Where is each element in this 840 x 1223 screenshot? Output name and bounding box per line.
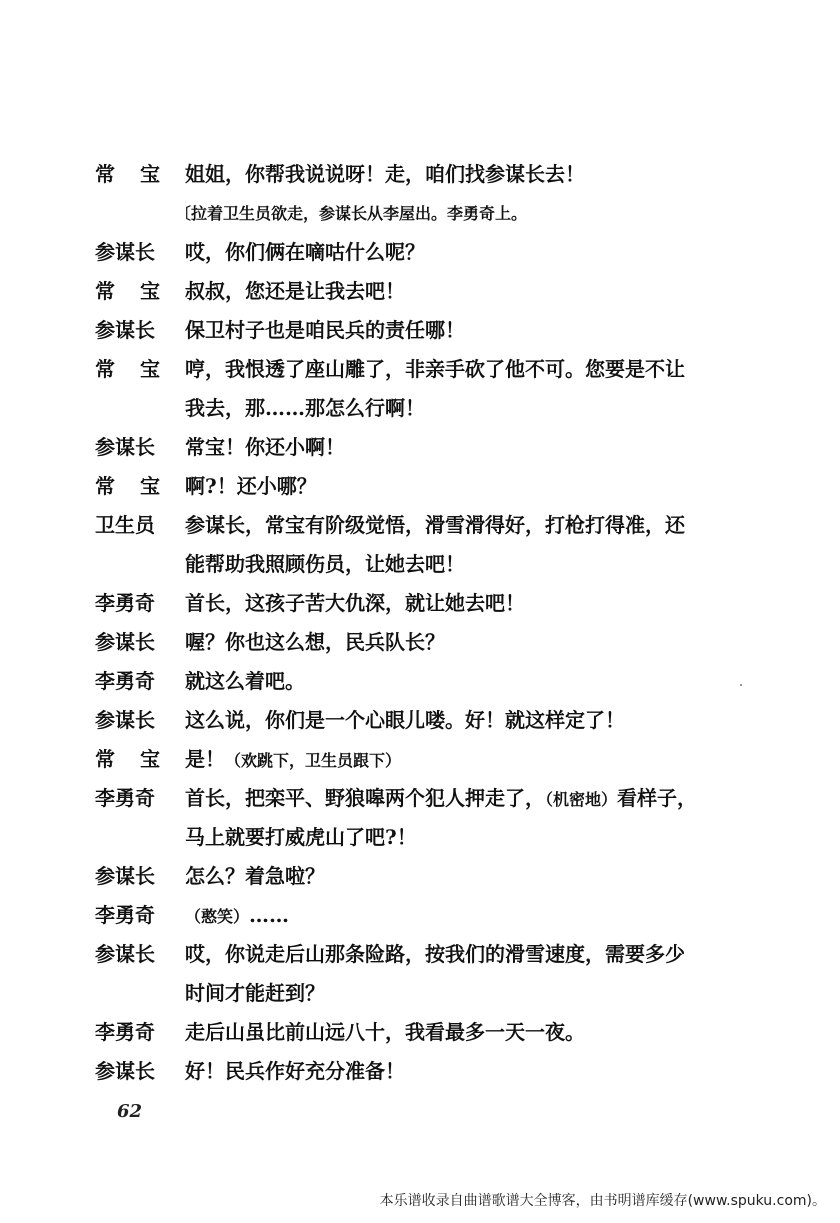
speech-text: 啊?！还小哪？ [185,474,317,498]
speech-text: 常宝！你还小啊！ [185,435,345,459]
stage-direction-line [95,194,745,233]
speech-text: 姐姐，你帮我说说呀！走，咱们找参谋长去！ [185,162,585,186]
speech-text: 首长，这孩子苦大仇深，就让她去吧！ [185,591,525,615]
speaker-name: 卫生员 [95,513,155,537]
speaker-name: 李勇奇 [95,669,155,693]
speaker-name: 李勇奇 [95,1020,155,1044]
speech-text: 就这么着吧。 [185,669,305,693]
dialogue-line [95,662,745,701]
speaker-name: 参谋长 [95,864,155,888]
dialogue-continuation [95,389,745,428]
speaker-name: 参谋长 [95,240,155,264]
speech-text: 叔叔，您还是让我去吧！ [185,279,405,303]
dialogue-line [95,1013,745,1052]
speaker-name: 李勇奇 [95,903,155,927]
dialogue-continuation [95,545,745,584]
speaker-name: 参谋长 [95,942,155,966]
speech-text: 我去，那……那怎么行啊！ [185,396,425,420]
page-number: 62 [117,1101,143,1122]
dialogue-line: 常 宝 姐姐，你帮我说说呀！走，咱们找参谋长去！ [95,155,745,194]
dialogue-line [95,506,745,545]
speech-text: 保卫村子也是咱民兵的责任哪！ [185,318,465,342]
speech-text: 时间才能赶到？ [185,981,325,1005]
dialogue-line [95,311,745,350]
dialogue-continuation [95,818,745,857]
speech-text: 这么说，你们是一个心眼儿喽。好！就这样定了！ [185,708,625,732]
speech-text: （憨笑）…… [185,903,290,927]
dialogue-line: 常 宝 啊?！还小哪？ [95,467,745,506]
speech-text: 首长，把栾平、野狼嗥两个犯人押走了，（机密地）看样子， [185,786,698,810]
speech-text: 喔？你也这么想，民兵队长？ [185,630,445,654]
speaker-name: 李勇奇 [95,786,155,810]
scan-speck [740,684,742,686]
source-footer-note: 本乐谱收录自曲谱歌谱大全博客，由书明谱库缓存(www.spuku.com)。 [379,1193,826,1209]
dialogue-line [95,779,745,818]
speech-text: 马上就要打威虎山了吧?！ [185,825,417,849]
stage-direction: 〔拉着卫生员欲走，参谋长从李屋出。李勇奇上。 [175,204,528,223]
speech-text: 哎，你们俩在嘀咕什么呢？ [185,240,425,264]
dialogue-line [95,623,745,662]
dialogue-line [95,584,745,623]
speaker-name: 参谋长 [95,318,155,342]
dialogue-line [95,857,745,896]
speech-text: 哎，你说走后山那条险路，按我们的滑雪速度，需要多少 [185,942,685,966]
speaker-name: 参谋长 [95,435,155,459]
dialogue-line: 常 宝 叔叔，您还是让我去吧！ [95,272,745,311]
dialogue-continuation [95,974,745,1013]
speaker-name: 参谋长 [95,708,155,732]
dialogue-line [95,935,745,974]
script-dialogue [95,155,745,1091]
dialogue-line [95,233,745,272]
dialogue-line: 常 宝 哼，我恨透了座山雕了，非亲手砍了他不可。您要是不让 [95,350,745,389]
dialogue-line [95,701,745,740]
speech-text: 怎么？着急啦？ [185,864,325,888]
speaker-name: 参谋长 [95,1059,155,1083]
speech-text: 走后山虽比前山远八十，我看最多一天一夜。 [185,1020,585,1044]
speech-text: 是！（欢跳下，卫生员跟下） [185,747,402,771]
speech-text: 好！民兵作好充分准备！ [185,1059,405,1083]
inline-stage-direction: （机密地） [545,790,618,809]
speech-text: 参谋长，常宝有阶级觉悟，滑雪滑得好，打枪打得准，还 [185,513,685,537]
dialogue-line [95,1052,745,1091]
speech-text: 哼，我恨透了座山雕了，非亲手砍了他不可。您要是不让 [185,357,685,381]
dialogue-line [95,896,745,935]
speech-text: 能帮助我照顾伤员，让她去吧！ [185,552,465,576]
dialogue-line [95,428,745,467]
speaker-name: 参谋长 [95,630,155,654]
inline-stage-direction: （欢跳下，卫生员跟下） [225,751,402,770]
speaker-name: 李勇奇 [95,591,155,615]
inline-stage-direction: （憨笑） [185,907,250,926]
dialogue-line: 常 宝 是！（欢跳下，卫生员跟下） [95,740,745,779]
